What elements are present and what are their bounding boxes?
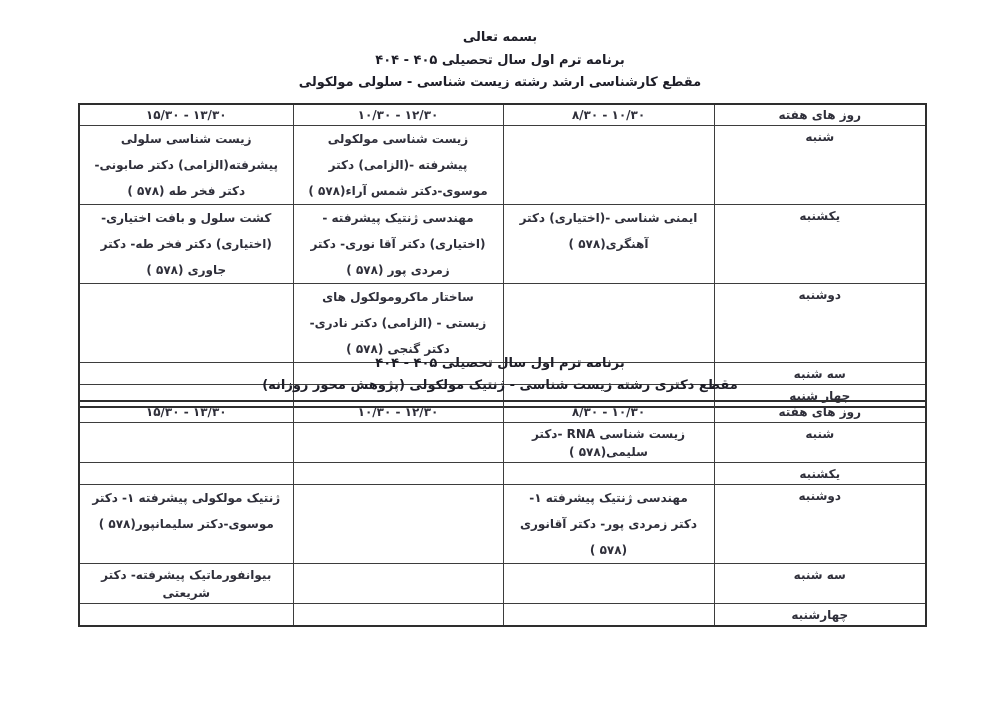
course-cell — [293, 604, 503, 627]
table-row — [79, 564, 926, 604]
day-cell: شنبه — [714, 126, 926, 205]
days-column-header: روز های هفته — [714, 104, 926, 126]
course-cell — [293, 564, 503, 604]
table-header-row — [79, 401, 926, 423]
timeslot-header-1330-1530 — [79, 401, 293, 423]
section2-subtitle: مقطع دکتری رشته زیست شناسی - ژنتیک مولکولی (پژوهش محور روزانه) — [262, 378, 738, 393]
table-header-row — [79, 104, 926, 126]
course-cell: زیست شناسی سلولی پیشرفته(الزامی) دکتر صابونی- دکتر فخر طه (۵۷۸ ) — [79, 126, 293, 205]
day-cell: چهار شنبه — [714, 385, 926, 408]
course-cell: بیوانفورماتیک پیشرفته- دکتر شریعتی — [79, 564, 293, 604]
course-cell: زیست شناسی RNA -دکتر سلیمی(۵۷۸ ) — [503, 423, 714, 463]
table-row — [79, 463, 926, 485]
days-column-header: روز های هفته — [714, 401, 926, 423]
timeslot-label: ۱۰/۳۰ - ۱۲/۳۰ — [357, 405, 439, 419]
day-cell: دوشنبه — [714, 284, 926, 363]
course-cell — [293, 423, 503, 463]
timeslot-label: ۸/۳۰ - ۱۰/۳۰ — [571, 108, 646, 122]
table-row — [79, 423, 926, 463]
timeslot-header-830-1030 — [503, 104, 714, 126]
table-row — [79, 126, 926, 205]
course-cell: ساختار ماکرومولکول های زیستی - (الزامی) دکتر نادری-دکتر گنجی (۵۷۸ ) — [293, 284, 503, 363]
section1-subtitle: مقطع کارشناسی ارشد رشته زیست شناسی - سلولی مولکولی — [298, 75, 702, 90]
course-cell: زیست شناسی مولکولی پیشرفته -(الزامی) دکتر موسوی-دکتر شمس آراء(۵۷۸ ) — [293, 126, 503, 205]
course-cell: مهندسی ژنتیک پیشرفته ۱- دکتر زمردی پور- دکتر آقانوری (۵۷۸ ) — [503, 485, 714, 564]
bismillah-heading: بسمه تعالی — [462, 30, 538, 45]
course-cell: ژنتیک مولکولی پیشرفته ۱- دکتر موسوی-دکتر سلیمانپور(۵۷۸ ) — [79, 485, 293, 564]
table-row — [79, 284, 926, 363]
timeslot-label: ۱۵/۳۰ - ۱۳/۳۰ — [145, 405, 227, 419]
day-cell: یکشنبه — [714, 205, 926, 284]
course-cell — [503, 604, 714, 627]
course-cell — [293, 485, 503, 564]
timeslot-header-830-1030 — [503, 401, 714, 423]
timeslot-label: ۱۵/۳۰ - ۱۳/۳۰ — [145, 108, 227, 122]
table-row — [79, 604, 926, 627]
course-cell — [79, 423, 293, 463]
course-cell — [503, 284, 714, 363]
day-cell: سه شنبه — [714, 363, 926, 385]
section2-title: برنامه ترم اول سال تحصیلی ۴۰۵ - ۴۰۴ — [375, 356, 625, 371]
course-cell — [293, 463, 503, 485]
course-cell: کشت سلول و بافت اختیاری-(اختیاری) دکتر فخر طه- دکتر جاوری (۵۷۸ ) — [79, 205, 293, 284]
course-cell: ایمنی شناسی -(اختیاری) دکتر آهنگری(۵۷۸ ) — [503, 205, 714, 284]
phd-schedule-table — [78, 400, 927, 627]
table-row — [79, 205, 926, 284]
day-cell: یکشنبه — [714, 463, 926, 485]
course-cell — [79, 604, 293, 627]
timeslot-label: ۸/۳۰ - ۱۰/۳۰ — [571, 405, 646, 419]
day-cell: چهارشنبه — [714, 604, 926, 627]
day-cell: دوشنبه — [714, 485, 926, 564]
day-cell: شنبه — [714, 423, 926, 463]
course-cell — [503, 463, 714, 485]
course-cell — [79, 284, 293, 363]
timeslot-header-1330-1530 — [79, 104, 293, 126]
course-cell: مهندسی ژنتیک پیشرفته - (اختیاری) دکتر آقا نوری- دکتر زمردی پور (۵۷۸ ) — [293, 205, 503, 284]
table-row — [79, 485, 926, 564]
course-cell — [503, 564, 714, 604]
timeslot-header-1030-1230 — [293, 104, 503, 126]
timeslot-header-1030-1230 — [293, 401, 503, 423]
section1-title: برنامه ترم اول سال تحصیلی ۴۰۵ - ۴۰۴ — [375, 53, 625, 68]
timeslot-label: ۱۰/۳۰ - ۱۲/۳۰ — [357, 108, 439, 122]
course-cell — [503, 126, 714, 205]
day-cell: سه شنبه — [714, 564, 926, 604]
course-cell — [79, 463, 293, 485]
